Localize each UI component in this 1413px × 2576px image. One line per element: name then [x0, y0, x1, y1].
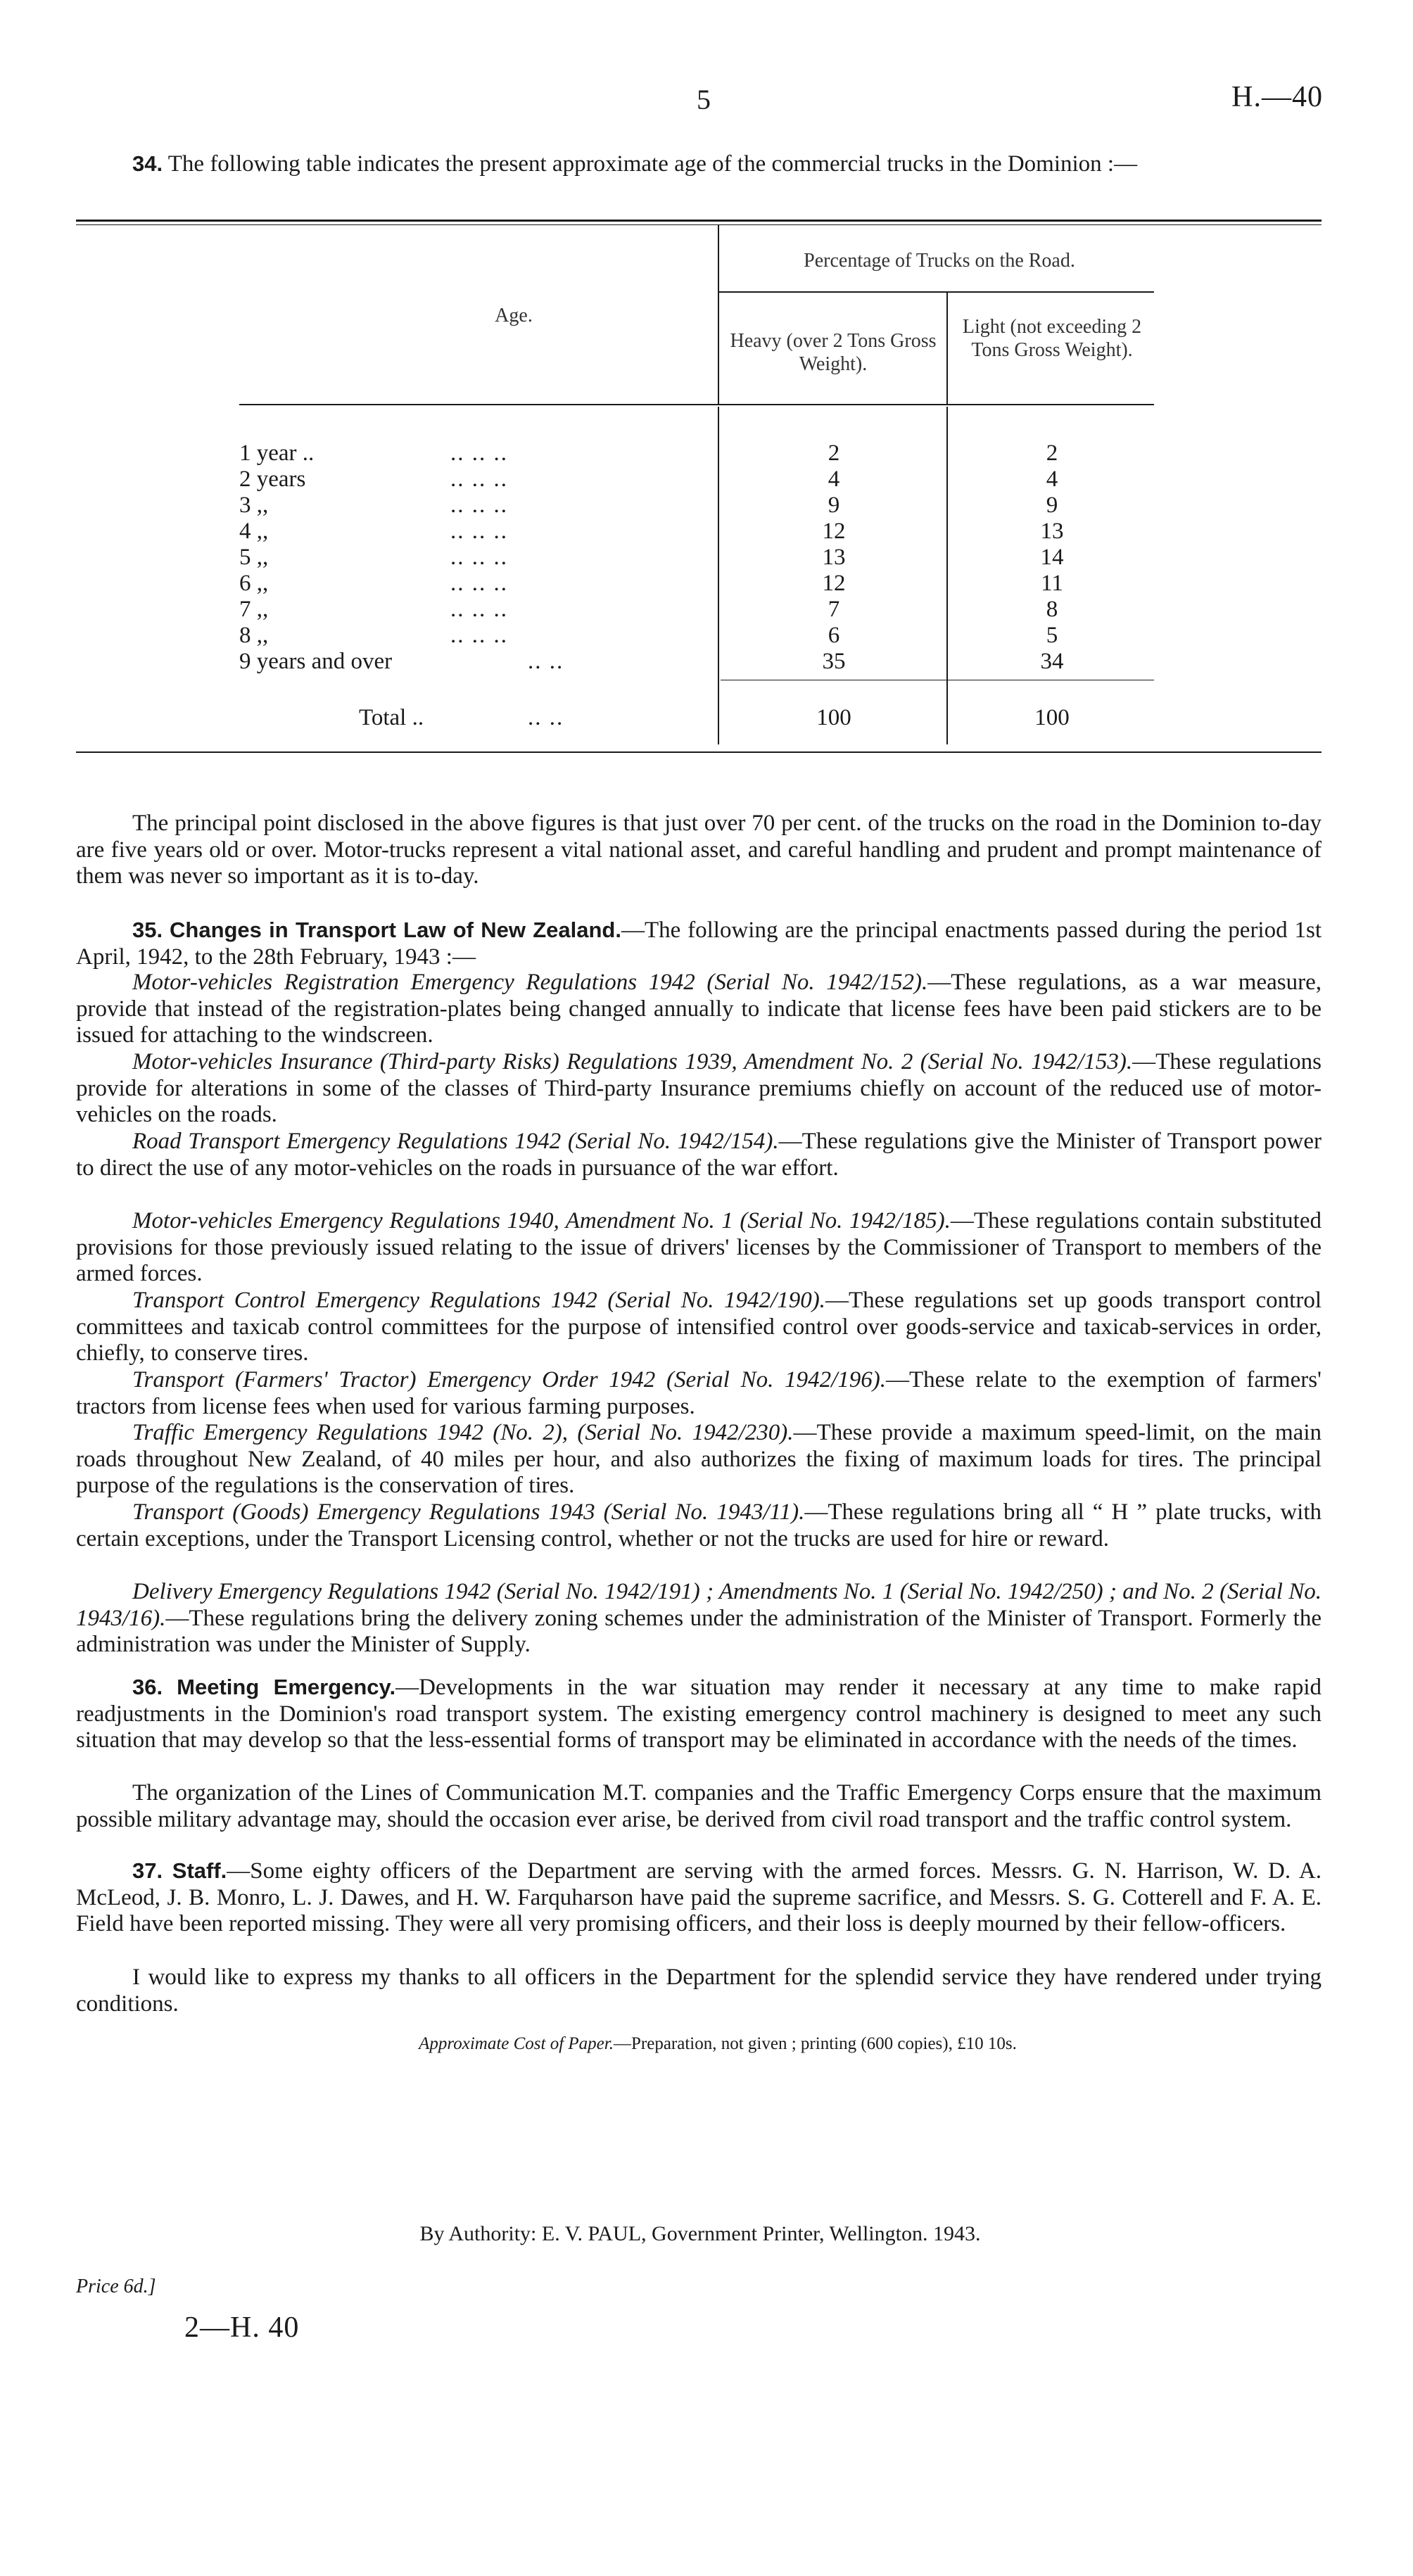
total-dots: .. .. [528, 705, 564, 730]
enactment-title: Motor-vehicles Emergency Regulations 1940, Amendment No. 1 (Serial No. 1942/185). [132, 1208, 951, 1233]
paragraph-37 [76, 1858, 1322, 1938]
table-row [239, 545, 1154, 571]
table-top-rule-thin [76, 224, 1322, 225]
enactment-item [76, 1049, 1322, 1129]
row-age: 5 ,, [239, 545, 269, 570]
enactment-text: —These regulations set up goods transport control committees and taxicab control committees for the purpose of intensified control over goods-service and taxicab-services in order, chiefly, to conserve tires. [76, 1288, 1322, 1366]
row-light: 34 [1040, 649, 1064, 674]
paragraph-number: 37. [132, 1858, 163, 1883]
enactment-title: Road Transport Emergency Regulations 1942 (Serial No. 1942/154). [132, 1129, 779, 1154]
enactment-text: —These relate to the exemption of farmers' tractors from license fees when used for various farming purposes. [76, 1367, 1322, 1419]
paragraph-heading: Staff. [172, 1858, 227, 1883]
table-row [239, 467, 1154, 493]
enactment-text: —These regulations give the Minister of Transport power to direct the use of any motor-vehicles on the roads in pursuance of the war effort. [76, 1129, 1322, 1181]
document-reference: H.—40 [1231, 81, 1323, 113]
row-age: 1 year .. [239, 440, 315, 466]
table-col-light: Light (not exceeding 2 Tons Gross Weight). [962, 316, 1142, 361]
table-row [239, 440, 1154, 467]
row-light: 8 [1046, 597, 1058, 622]
enactment-item [76, 970, 1322, 1049]
table-divider-heavy-light [946, 292, 948, 405]
paragraph-number: 35. [132, 918, 163, 942]
table-top-rule [76, 220, 1322, 222]
row-age: 8 ,, [239, 623, 269, 648]
row-heavy: 4 [828, 467, 840, 492]
table-total-row [239, 705, 1154, 731]
row-dots: .. .. .. [450, 545, 508, 570]
total-label: Total .. [359, 705, 424, 730]
table-row [239, 571, 1154, 597]
enactment-title: Transport Control Emergency Regulations 1942 (Serial No. 1942/190). [132, 1288, 825, 1313]
paragraph-37-text: —Some eighty officers of the Department are serving with the armed forces. Messrs. G. N. Harrison, W. D. A. McLeod, J. B. Monro, L. J. Dawes, and H. W. Farquharson have paid the supreme sacrifice, and Messrs. S. G. Cotterell and F. A. E. Field have been reported missing. They were all very promising officers, and their loss is deeply mourned by their fellow-officers. [76, 1858, 1322, 1936]
row-dots: .. .. .. [450, 597, 508, 622]
row-heavy: 6 [828, 623, 840, 648]
after-table-paragraph: The principal point disclosed in the above figures is that just over 70 per cent. of the trucks on the road in the Dominion to-day are five years old or over. Motor-trucks represent a vital national asset, and careful handling and prudent and prompt maintenance of them was never so important as it is to-day. [76, 811, 1322, 889]
row-age: 3 ,, [239, 493, 269, 518]
row-heavy: 35 [822, 649, 846, 674]
paragraph-35 [76, 917, 1322, 970]
row-light: 14 [1040, 545, 1064, 570]
enactment-item [76, 1288, 1322, 1367]
row-light: 4 [1046, 467, 1058, 492]
paragraph-36-text: —Developments in the war situation may render it necessary at any time to make rapid readjustments in the Dominion's road transport system. The existing emergency control machinery is designed to meet any such situation that may develop so that the less-essential forms of transport may be eliminated in accordance with the needs of the times. [76, 1675, 1322, 1753]
row-light: 11 [1041, 571, 1063, 596]
total-heavy: 100 [816, 705, 851, 730]
table-bottom-rule [76, 751, 1322, 753]
page-number: 5 [697, 84, 711, 115]
enactment-item [76, 1499, 1322, 1552]
row-age: 6 ,, [239, 571, 269, 596]
table-header-rule [239, 404, 1154, 405]
row-age: 9 years and over [239, 649, 393, 674]
enactment-text: —These provide a maximum speed-limit, on the main roads throughout New Zealand, of 40 miles per hour, and also authorizes the fixing of maximum loads for tires. The principal purpose of the regulations is the conservation of tires. [76, 1420, 1322, 1498]
cost-of-paper-note [331, 2034, 1105, 2054]
enactment-title: Delivery Emergency Regulations 1942 (Serial No. 1942/191) ; Amendments No. 1 (Serial No. 1942/250) ; and No. 2 (Serial No. 1943/16). [76, 1579, 1322, 1631]
row-dots: .. .. .. [450, 467, 508, 492]
row-heavy: 9 [828, 493, 840, 518]
row-dots: .. .. .. [450, 571, 508, 596]
printer-authority: By Authority: E. V. PAUL, Government Printer, Wellington. 1943. [419, 2222, 981, 2245]
enactment-title: Motor-vehicles Insurance (Third-party Risks) Regulations 1939, Amendment No. 2 (Serial No. 1942/153). [132, 1049, 1133, 1074]
row-heavy: 2 [828, 440, 840, 466]
enactment-text: —These regulations contain substituted provisions for those previously issued relating to the issue of drivers' licenses by the Commissioner of Transport to members of the armed forces. [76, 1208, 1322, 1286]
row-light: 2 [1046, 440, 1058, 466]
enactment-title: Motor-vehicles Registration Emergency Regulations 1942 (Serial No. 1942/152). [132, 970, 928, 995]
paragraph-number: 34. [132, 151, 163, 176]
paragraph-37-continued: I would like to express my thanks to all officers in the Department for the splendid service they have rendered under trying conditions. [76, 1965, 1322, 2017]
enactment-title: Traffic Emergency Regulations 1942 (No. 2), (Serial No. 1942/230). [132, 1420, 794, 1445]
row-light: 13 [1040, 519, 1064, 544]
price: Price 6d.] [76, 2276, 156, 2297]
table-divider-age [718, 225, 719, 405]
paragraph-36-continued: The organization of the Lines of Communication M.T. companies and the Traffic Emergency Corps ensure that the maximum possible military advantage may, should the occasion ever arise, be derived from civil road transport and the traffic control system. [76, 1780, 1322, 1832]
paragraph-number: 36. [132, 1675, 163, 1699]
row-light: 9 [1046, 493, 1058, 518]
enactment-text: —These regulations, as a war measure, provide that instead of the registration-plates being changed annually to indicate that license fees have been paid stickers are to be issued for attaching to the windscreen. [76, 970, 1322, 1048]
table-row [239, 493, 1154, 519]
enactment-title: Transport (Goods) Emergency Regulations 1943 (Serial No. 1943/11). [132, 1499, 805, 1525]
row-heavy: 12 [822, 519, 846, 544]
total-light: 100 [1034, 705, 1070, 730]
enactment-item [76, 1129, 1322, 1181]
table-group-header: Percentage of Trucks on the Road. [804, 250, 1075, 272]
row-dots: .. .. .. [450, 440, 508, 466]
table-row [239, 597, 1154, 623]
cost-label: Approximate Cost of Paper. [419, 2034, 614, 2053]
row-heavy: 12 [822, 571, 846, 596]
row-dots: .. .. .. [450, 623, 508, 648]
row-heavy: 7 [828, 597, 840, 622]
enactment-title: Transport (Farmers' Tractor) Emergency Order 1942 (Serial No. 1942/196). [132, 1367, 886, 1392]
paragraph-34 [76, 151, 1322, 178]
row-age: 7 ,, [239, 597, 269, 622]
cost-text: —Preparation, not given ; printing (600 copies), £10 10s. [614, 2034, 1017, 2053]
row-dots: .. .. .. [450, 493, 508, 518]
paragraph-36 [76, 1674, 1322, 1754]
enactment-text: —These regulations provide for alterations in some of the classes of Third-party Insurance premiums chiefly on account of the reduced use of motor-vehicles on the roads. [76, 1049, 1322, 1127]
table-col-age: Age. [495, 305, 533, 326]
enactment-item [76, 1208, 1322, 1288]
row-heavy: 13 [822, 545, 846, 570]
signature-mark: 2—H. 40 [184, 2311, 300, 2344]
table-row [239, 649, 1154, 675]
enactment-item [76, 1420, 1322, 1499]
row-dots: .. .. [528, 649, 564, 674]
paragraph-heading: Changes in Transport Law of New Zealand. [170, 918, 621, 942]
paragraph-34-text: The following table indicates the present approximate age of the commercial trucks in the Dominion :— [167, 151, 1138, 177]
enactment-text: —These regulations bring the delivery zoning schemes under the administration of the Minister of Transport. Formerly the administration was under the Minister of Supply. [76, 1605, 1322, 1657]
paragraph-35-intro: —The following are the principal enactments passed during the period 1st April, 1942, to the 28th February, 1943 :— [76, 918, 1322, 970]
table-row [239, 519, 1154, 545]
enactment-item [76, 1579, 1322, 1658]
enactment-item [76, 1367, 1322, 1420]
table-row [239, 623, 1154, 649]
row-age: 4 ,, [239, 519, 269, 544]
row-age: 2 years [239, 467, 306, 492]
table-group-rule [718, 291, 1154, 293]
paragraph-heading: Meeting Emergency. [177, 1675, 396, 1699]
row-light: 5 [1046, 623, 1058, 648]
enactment-text: —These regulations bring all “ H ” plate trucks, with certain exceptions, under the Transport Licensing control, whether or not the trucks are used for hire or reward. [76, 1499, 1322, 1552]
row-dots: .. .. .. [450, 519, 508, 544]
table-col-heavy: Heavy (over 2 Tons Gross Weight). [730, 330, 937, 375]
